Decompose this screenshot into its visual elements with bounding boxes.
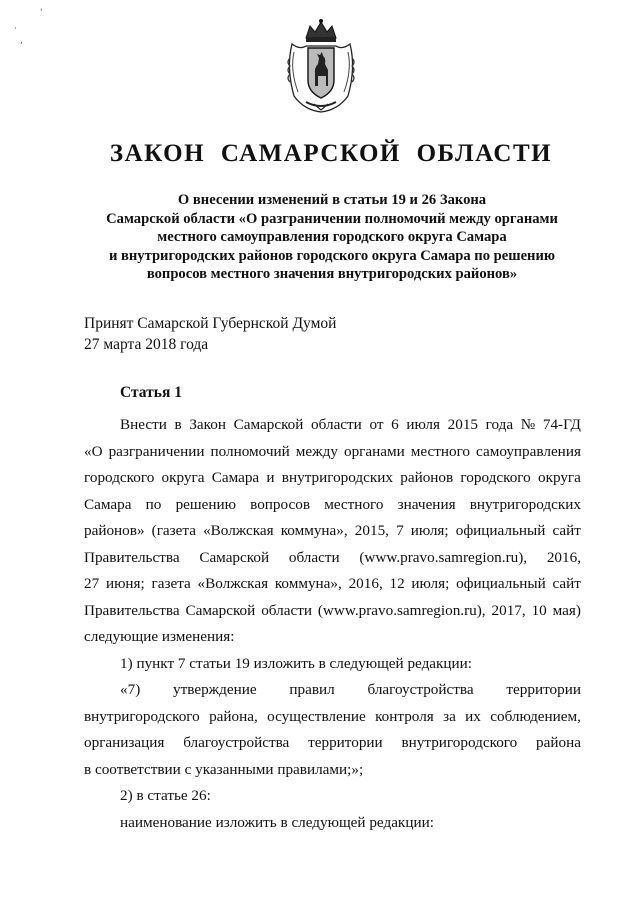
body-word: от — [369, 416, 384, 433]
body-word: года — [485, 416, 514, 433]
body-word: № — [520, 416, 536, 433]
body-word: их — [465, 707, 481, 725]
body-word: местного — [324, 495, 384, 513]
body-word: «Волжская — [197, 575, 269, 592]
body-word: организация — [84, 734, 165, 751]
body-word: местного — [410, 442, 471, 460]
body-word: осуществление — [267, 707, 366, 725]
body-word: Самара — [211, 469, 260, 486]
body-word: округа — [537, 469, 581, 486]
body-word: соблюдением, — [490, 707, 581, 725]
body-word: (газета — [151, 522, 196, 539]
body-word: округа — [161, 469, 205, 486]
body-word: самоуправления — [476, 442, 581, 460]
body-word: «7) — [120, 681, 141, 698]
body-line — [84, 545, 581, 572]
body-word: внутригородских — [281, 469, 393, 486]
subtitle-line: Самарской области «О разграничении полномочий между органами — [106, 210, 558, 227]
body-word: внутригородского — [84, 707, 200, 725]
body-word: июня; — [105, 575, 145, 592]
body-word: в — [174, 416, 182, 433]
body-word: области — [288, 548, 340, 566]
body-line — [84, 730, 581, 757]
subtitle-line: местного самоуправления городского округа Самара — [157, 229, 507, 245]
body-word: Самарской — [233, 416, 304, 433]
body-word: 6 — [391, 416, 399, 433]
body-word: значения — [397, 495, 456, 513]
scan-speck: ' — [40, 8, 43, 18]
body-word: Самарской — [185, 601, 256, 619]
body-word: газета — [151, 575, 191, 592]
body-line — [84, 598, 581, 625]
article-heading: Статья 1 — [120, 384, 182, 401]
body-word: Правительства — [84, 548, 180, 566]
scan-speck: · — [14, 24, 17, 34]
subtitle-line: и внутригородских районов городского округа Самара по решению — [108, 247, 556, 264]
adoption-date: 27 марта 2018 года — [84, 335, 209, 353]
body-word: решению — [175, 495, 236, 513]
body-word: городского — [460, 469, 531, 486]
body-word: коммуна», — [274, 575, 342, 592]
body-word: по — [145, 495, 162, 513]
subtitle-line: вопросов местного значения внутригородских районов» — [146, 266, 518, 282]
body-word: области — [311, 416, 362, 433]
body-word: 27 — [84, 575, 100, 592]
body-line — [84, 518, 581, 545]
body-line: в соответствии с указанными правилами;»; — [84, 760, 364, 778]
body-word: благоустройства — [183, 734, 290, 751]
body-word: внутригородского — [401, 734, 518, 751]
body-word: «Волжская — [203, 522, 274, 539]
body-word: территории — [308, 734, 383, 751]
body-word: 2017, — [491, 601, 526, 619]
document-title: ЗАКОН САМАРСКОЙ ОБЛАСТИ — [109, 140, 553, 167]
body-word: 12 — [389, 575, 405, 592]
body-word: органами — [343, 442, 405, 460]
body-word: 74-ГД — [542, 416, 581, 433]
scan-speck: , — [20, 36, 23, 46]
body-word: районов — [400, 469, 454, 486]
samara-coat-of-arms-icon — [284, 18, 358, 114]
body-word: 7 — [396, 522, 404, 539]
body-line — [84, 465, 581, 492]
body-word: утверждение — [173, 681, 257, 698]
body-word: официальный — [455, 522, 546, 539]
document-subtitle — [84, 191, 580, 284]
body-word: официальный — [456, 575, 546, 592]
body-word: Закон — [189, 416, 226, 433]
body-word: городского — [84, 469, 155, 486]
body-word: июля; — [411, 575, 450, 592]
body-word: коммуна», — [280, 522, 348, 539]
body-word: района — [536, 734, 581, 751]
body-word: 2016, — [348, 575, 383, 592]
body-word: «О — [84, 442, 103, 460]
body-word: между — [295, 442, 338, 460]
body-word: области — [261, 601, 312, 619]
body-word: контроля — [375, 707, 434, 725]
body-word: разграничении — [108, 442, 205, 460]
body-word: за — [443, 707, 456, 725]
subtitle-line: О внесении изменений в статьи 19 и 26 Закона — [177, 192, 487, 208]
body-word: благоустройства — [367, 681, 474, 698]
body-line — [84, 492, 581, 519]
body-word: (www.pravo.samregion.ru), — [317, 601, 486, 619]
body-line: 2) в статье 26: — [120, 787, 211, 804]
body-word: Самарской — [199, 548, 270, 566]
body-line — [84, 412, 581, 439]
body-line — [84, 677, 581, 704]
body-word: вопросов — [250, 495, 311, 513]
body-word: (www.pravo.samregion.ru), — [359, 548, 528, 566]
body-word: районов» — [84, 522, 145, 539]
body-word: мая) — [552, 601, 581, 619]
body-word: района, — [209, 707, 258, 725]
body-line — [84, 439, 581, 466]
adoption-line: Принят Самарской Губернской Думой — [84, 315, 337, 332]
article-body — [84, 412, 581, 836]
body-line — [84, 704, 581, 731]
body-word: июля; — [410, 522, 449, 539]
body-word: сайт — [552, 522, 581, 539]
body-word: внутригородских — [469, 495, 581, 513]
body-word: правил — [289, 681, 335, 698]
body-word: Правительства — [84, 601, 180, 619]
body-word: июля — [406, 416, 440, 433]
body-word: территории — [506, 681, 581, 698]
body-line: наименование изложить в следующей редакции: — [120, 813, 434, 831]
body-line: 1) пункт 7 статьи 19 изложить в следующей редакции: — [120, 654, 473, 672]
body-word: 10 — [531, 601, 547, 619]
adoption-note — [84, 314, 336, 355]
body-line — [84, 571, 581, 598]
body-word: Внести — [120, 416, 167, 433]
body-line: следующие изменения: — [84, 628, 235, 645]
body-word: 2015, — [354, 522, 389, 539]
body-word: Самара — [84, 495, 132, 513]
body-word: и — [266, 469, 275, 486]
body-word: сайт — [552, 575, 581, 592]
body-word: 2015 — [447, 416, 478, 433]
body-word: 2016, — [546, 548, 581, 566]
body-word: полномочий — [210, 442, 290, 460]
